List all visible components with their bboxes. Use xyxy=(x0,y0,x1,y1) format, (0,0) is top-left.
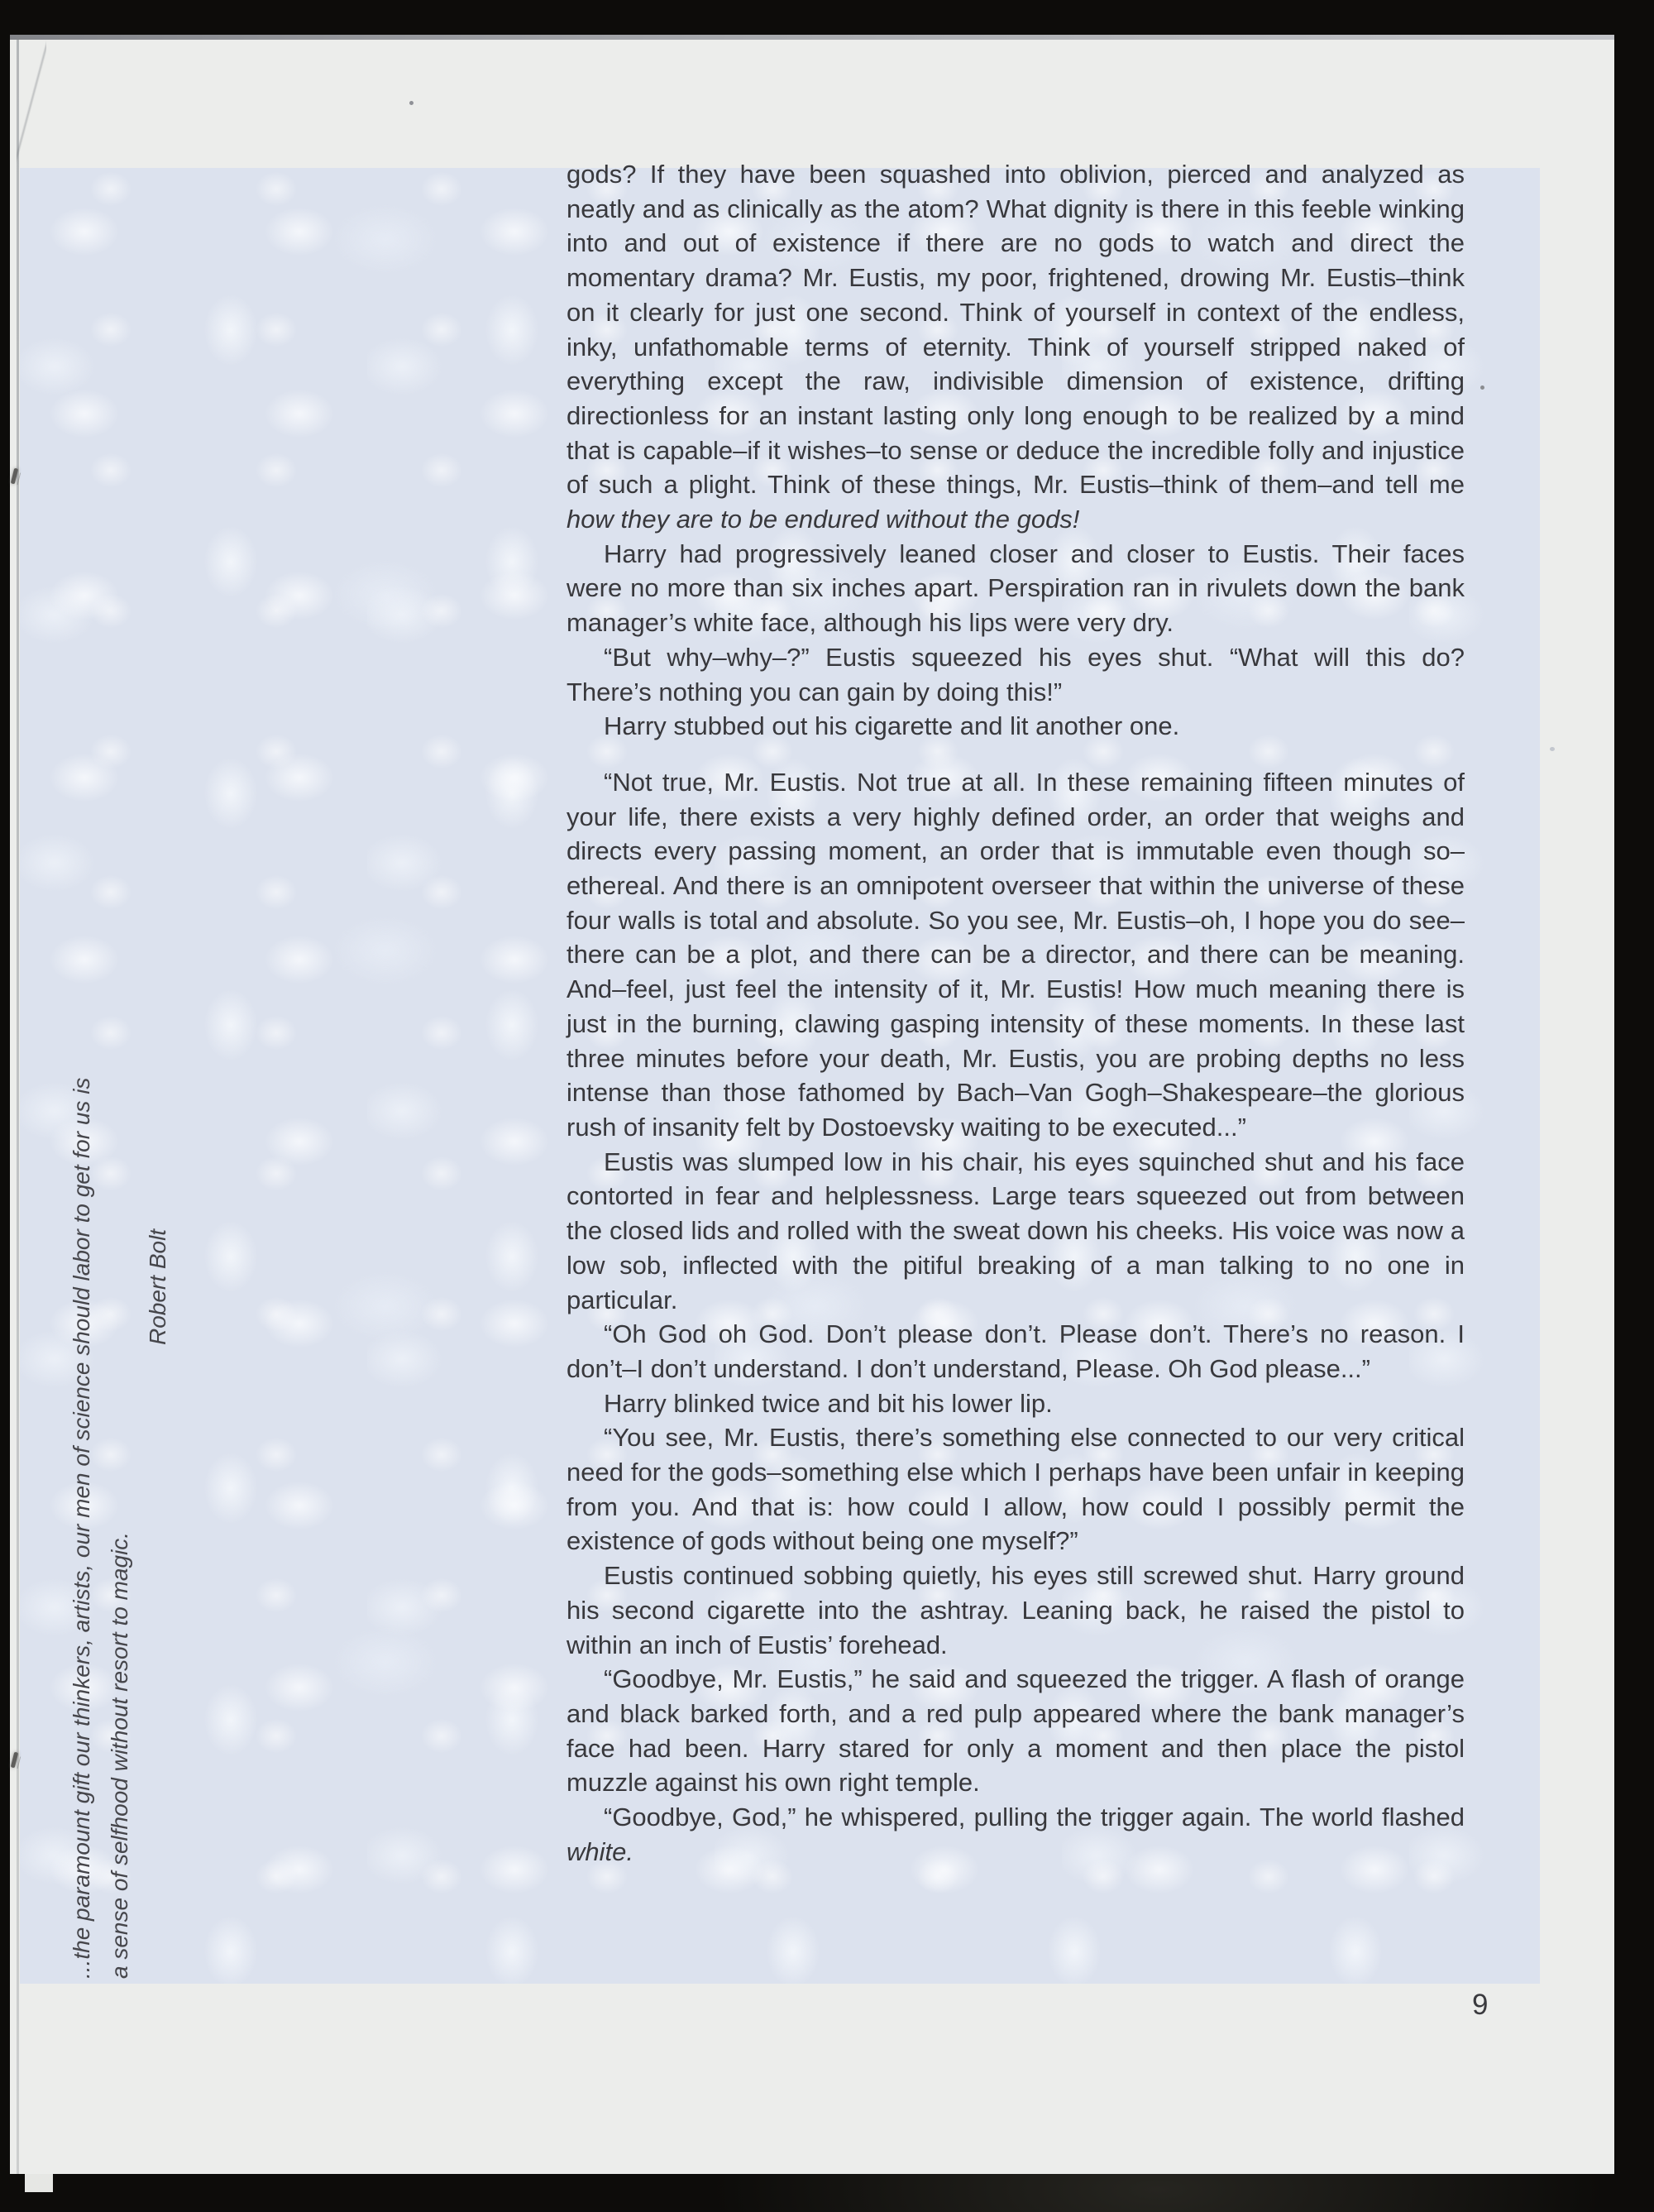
margin-quote-rotated xyxy=(63,1003,177,1979)
text-run: Harry blinked twice and bit his lower lip. xyxy=(604,1388,1053,1418)
text-run: “Goodbye, Mr. Eustis,” he said and squeezed the trigger. A flash of orange and black barked forth, and a red pulp appeared where the bank manager’s face had been. Harry stared for only a moment and then place the pistol muzzle against his own right temple. xyxy=(566,1664,1465,1798)
scan-speck xyxy=(1550,747,1555,751)
article-text xyxy=(566,157,1465,1869)
paragraph xyxy=(566,1317,1465,1386)
italic-text-run: how they are to be endured without the gods! xyxy=(566,505,1080,534)
paragraph xyxy=(566,1386,1465,1421)
text-run: “Oh God oh God. Don’t please don’t. Please don’t. There’s no reason. I don’t–I don’t understand. I don’t understand, Please. Oh God please...” xyxy=(566,1319,1465,1383)
paragraph xyxy=(566,765,1465,1145)
paragraph xyxy=(566,157,1465,537)
text-run: Eustis was slumped low in his chair, his eyes squinched shut and his face contorted in fear and helplessness. Large tears squeezed out from between the closed lids and rolled with the sweat down his cheeks. His voice was now a low sob, inflected with the pitiful breaking of a man talking to no one in particular. xyxy=(566,1147,1465,1314)
page-number: 9 xyxy=(1472,1989,1489,2021)
text-run: Harry had progressively leaned closer and closer to Eustis. Their faces were no more than six inches apart. Perspiration ran in rivulets down the bank manager’s white face, although his lips were very dry. xyxy=(566,539,1465,638)
text-run: “But why–why–?” Eustis squeezed his eyes shut. “What will this do? There’s nothing you can gain by doing this!” xyxy=(566,642,1465,706)
page-top-edge-shadow xyxy=(10,35,1614,40)
page-bottom-edge-notch xyxy=(25,2174,53,2192)
text-run: Eustis continued sobbing quietly, his eyes still screwed shut. Harry ground his second cigarette into the ashtray. Leaning back, he raised the pistol to within an inch of Eustis’ forehead. xyxy=(566,1561,1465,1659)
italic-text-run: white. xyxy=(566,1836,633,1866)
text-run: gods? If they have been squashed into oblivion, pierced and analyzed as neatly and as clinically as the atom? What dignity is there in this feeble winking into and out of existence if there are no gods to watch and direct the momentary drama? Mr. Eustis, my poor, frightened, drowing Mr. Eustis–think on it clearly for just one second. Think of yourself in context of the endless, inky, unfathomable terms of eternity. Think of yourself stripped naked of everything except the raw, indivisible dimension of existence, drifting directionless for an instant lasting only long enough to be realized by a mind that is capable–if it wishes–to sense or deduce the incredible folly and injustice of such a plight. Think of these things, Mr. Eustis–think of them–and tell me xyxy=(566,160,1465,500)
margin-quote-line-2: a sense of selfhood without resort to magic. xyxy=(107,1531,132,1979)
text-run: “Not true, Mr. Eustis. Not true at all. In these remaining fifteen minutes of your life, there exists a very highly defined order, an order that weighs and directs every passing moment, an order that is immutable even though so–ethereal. And there is an omnipotent overseer that within the universe of these four walls is total and absolute. So you see, Mr. Eustis–oh, I hope you do see–there can be a plot, and there can be a director, and there can be meaning. And–feel, just feel the intensity of it, Mr. Eustis! How much meaning there is just in the burning, clawing gasping intensity of these moments. In these last three minutes before your death, Mr. Eustis, you are probing depths no less intense than those fathomed by Bach–Van Gogh–Shakespeare–the glorious rush of insanity felt by Dostoevsky waiting to be executed...” xyxy=(566,767,1465,1142)
paragraph xyxy=(566,1800,1465,1869)
text-run: “You see, Mr. Eustis, there’s something else connected to our very critical need for the gods–something else which I perhaps have been unfair in keeping from you. And that is: how could I allow, how could I possibly permit the existence of gods without being one myself?” xyxy=(566,1423,1465,1556)
paragraph xyxy=(566,537,1465,640)
page-fold-crease-top xyxy=(17,40,46,164)
paragraph xyxy=(566,1420,1465,1558)
margin-quote-attribution: Robert Bolt xyxy=(145,1228,170,1345)
magazine-page xyxy=(10,35,1614,2174)
paragraph xyxy=(566,640,1465,709)
text-run: Harry stubbed out his cigarette and lit another one. xyxy=(604,711,1180,741)
paragraph xyxy=(566,1662,1465,1800)
page-fold-crease xyxy=(17,40,19,2174)
text-run: “Goodbye, God,” he whispered, pulling the trigger again. The world flashed xyxy=(604,1803,1465,1832)
margin-quote-line-1: ...the paramount gift our thinkers, artists, our men of science should labor to get for us is xyxy=(69,1077,94,1979)
paragraph xyxy=(566,1558,1465,1662)
scan-speck xyxy=(1480,385,1484,390)
scan-speck xyxy=(409,101,414,105)
paragraph xyxy=(566,1145,1465,1318)
paragraph xyxy=(566,709,1465,744)
